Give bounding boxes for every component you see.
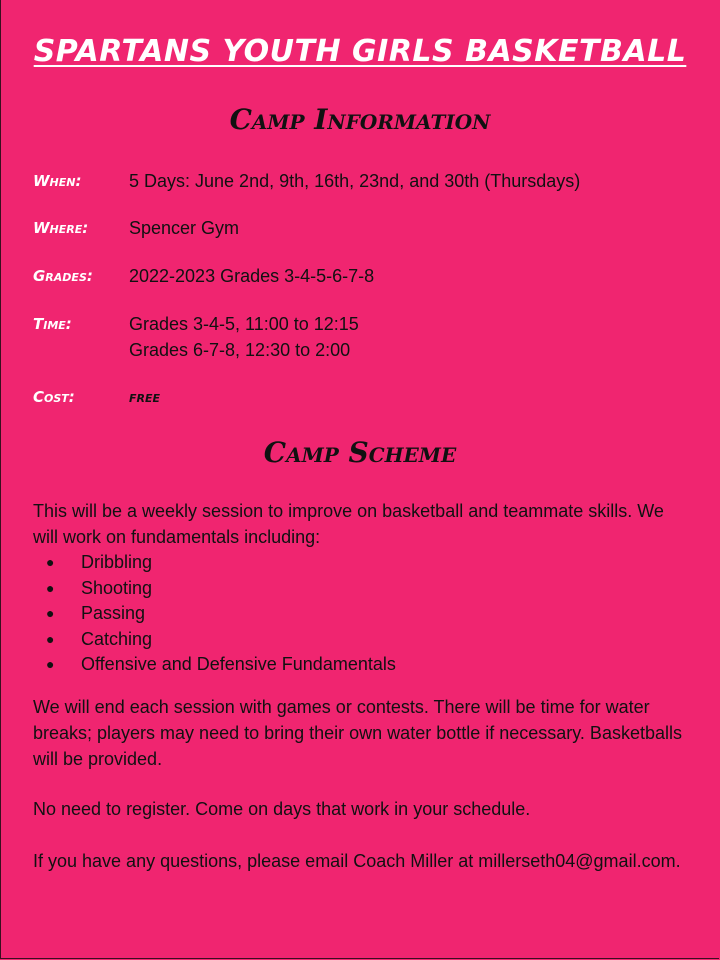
scheme-intro: This will be a weekly session to improve on basketball and teammate skills. We will work on fundamentals including: — [33, 501, 664, 547]
when-value: 5 Days: June 2nd, 9th, 16th, 23nd, and 30th (Thursdays) — [129, 171, 581, 191]
camp-scheme-heading: Camp Scheme — [263, 436, 457, 469]
bullet-icon: ● — [46, 554, 55, 570]
time-value-1: Grades 3-4-5, 11:00 to 12:15 — [129, 314, 359, 334]
list-item: ● Dribbling — [33, 550, 693, 576]
flyer-title: SPARTANS YOUTH GIRLS BASKETBALL — [33, 34, 687, 69]
bullet-icon: ● — [46, 605, 55, 622]
bullet-icon: ● — [46, 579, 55, 596]
cost-label: Cost: — [33, 388, 75, 406]
bullet-icon: ● — [46, 630, 55, 647]
when-label: When: — [33, 172, 82, 190]
closing-paragraph: We will end each session with games or contests. There will be time for water breaks; players may need to bring their own water bottle if necessary. Basketballs will be provided. — [33, 697, 682, 769]
list-item: ● Passing — [33, 601, 693, 627]
grades-value: 2022-2023 Grades 3-4-5-6-7-8 — [129, 266, 375, 286]
register-note: No need to register. Come on days that work in your schedule. — [33, 799, 531, 819]
list-item: ● Catching — [33, 627, 693, 653]
time-value-2: Grades 6-7-8, 12:30 to 2:00 — [129, 340, 351, 360]
cost-value: free — [129, 388, 161, 406]
grades-label: Grades: — [33, 267, 93, 285]
contact-paragraph: If you have any questions, please email Coach Miller at millerseth04@gmail.com. — [33, 851, 681, 871]
list-item: ● Offensive and Defensive Fundamentals — [33, 652, 693, 678]
where-label: Where: — [33, 219, 89, 237]
list-item: ● Shooting — [33, 576, 693, 602]
time-label: Time: — [33, 315, 72, 333]
bullet-icon: ● — [46, 656, 55, 673]
fundamentals-list — [33, 550, 693, 678]
where-value: Spencer Gym — [129, 218, 240, 238]
camp-information-heading: Camp Information — [229, 103, 491, 136]
